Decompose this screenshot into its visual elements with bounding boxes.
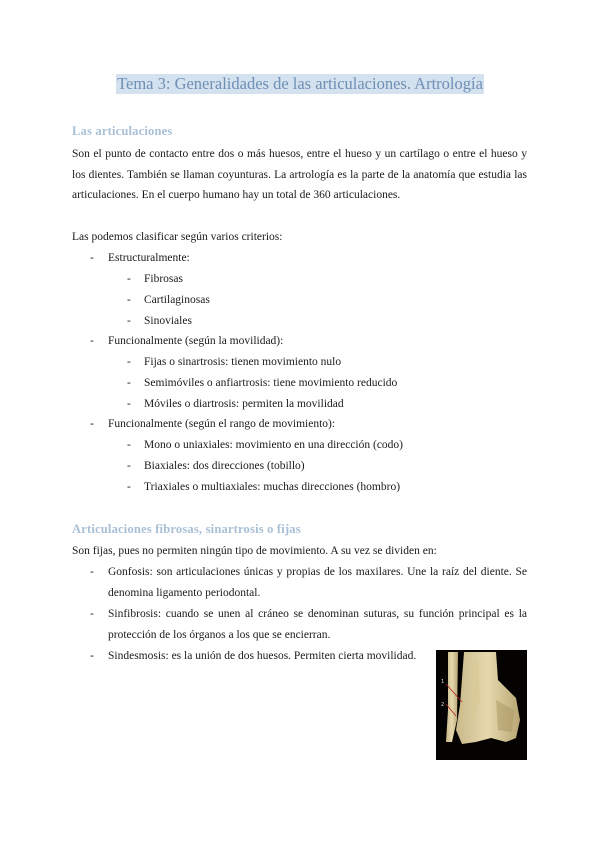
page-title-wrap xyxy=(0,74,600,94)
list-bullet: - xyxy=(127,398,131,410)
list-item: Semimóviles o anfiartrosis: tiene movimiento reducido xyxy=(144,377,398,389)
list-item-gonfosis: Gonfosis: son articulaciones únicas y propias de los maxilares. Une la raíz del diente. Se denomina ligamento periodontal. xyxy=(108,566,527,599)
list-item-sindesmosis: Sindesmosis: es la unión de dos huesos. Permiten cierta movilidad. xyxy=(108,650,417,662)
list-item: Mono o uniaxiales: movimiento en una dirección (codo) xyxy=(144,439,404,451)
figure-label-2: 2 xyxy=(441,702,445,708)
fibula-shape xyxy=(446,652,458,742)
list-bullet: - xyxy=(127,377,131,389)
list-bullet: - xyxy=(90,650,94,662)
list-bullet: - xyxy=(90,608,94,620)
criterion-range: Funcionalmente (según el rango de movimiento): xyxy=(108,418,336,430)
list-bullet: - xyxy=(127,460,131,472)
list-item: Biaxiales: dos direcciones (tobillo) xyxy=(144,460,305,472)
list-bullet: - xyxy=(90,335,94,347)
list-item: Cartilaginosas xyxy=(144,294,210,306)
classification-intro: Las podemos clasificar según varios criterios: xyxy=(72,231,283,243)
bone-figure xyxy=(436,650,527,760)
list-item-sinfibrosis: Sinfibrosis: cuando se unen al cráneo se denominan suturas, su función principal es la protección de los órganos a los que se encierran. xyxy=(108,608,527,641)
page-title: Tema 3: Generalidades de las articulaciones. Artrología xyxy=(117,74,483,93)
list-bullet: - xyxy=(127,439,131,451)
list-bullet: - xyxy=(127,273,131,285)
list-item: Fibrosas xyxy=(144,273,183,285)
list-bullet: - xyxy=(127,315,131,327)
ankle-bone-illustration xyxy=(436,650,527,760)
intro-paragraph: Son el punto de contacto entre dos o más huesos, entre el hueso y un cartílago o entre el hueso y los dientes. También se llaman coyunturas. La artrología es la parte de la anatomía que estudia las articulaciones. En el cuerpo humano hay un total de 360 articulaciones. xyxy=(72,148,527,202)
criterion-structural: Estructuralmente: xyxy=(108,252,190,264)
list-bullet: - xyxy=(90,252,94,264)
list-item: Fijas o sinartrosis: tienen movimiento nulo xyxy=(144,356,342,368)
list-bullet: - xyxy=(127,294,131,306)
figure-label-1: 1 xyxy=(441,679,445,685)
list-item: Triaxiales o multiaxiales: muchas direcciones (hombro) xyxy=(144,481,401,493)
list-item: Sinoviales xyxy=(144,315,192,327)
section-heading-fibrosas: Articulaciones fibrosas, sinartrosis o fijas xyxy=(72,522,301,536)
criterion-mobility: Funcionalmente (según la movilidad): xyxy=(108,335,284,347)
list-bullet: - xyxy=(90,418,94,430)
list-bullet: - xyxy=(127,481,131,493)
list-bullet: - xyxy=(90,566,94,578)
list-item: Móviles o diartrosis: permiten la movilidad xyxy=(144,398,344,410)
section-heading-articulaciones: Las articulaciones xyxy=(72,124,173,138)
list-bullet: - xyxy=(127,356,131,368)
fibrosas-intro: Son fijas, pues no permiten ningún tipo de movimiento. A su vez se dividen en: xyxy=(72,545,437,557)
